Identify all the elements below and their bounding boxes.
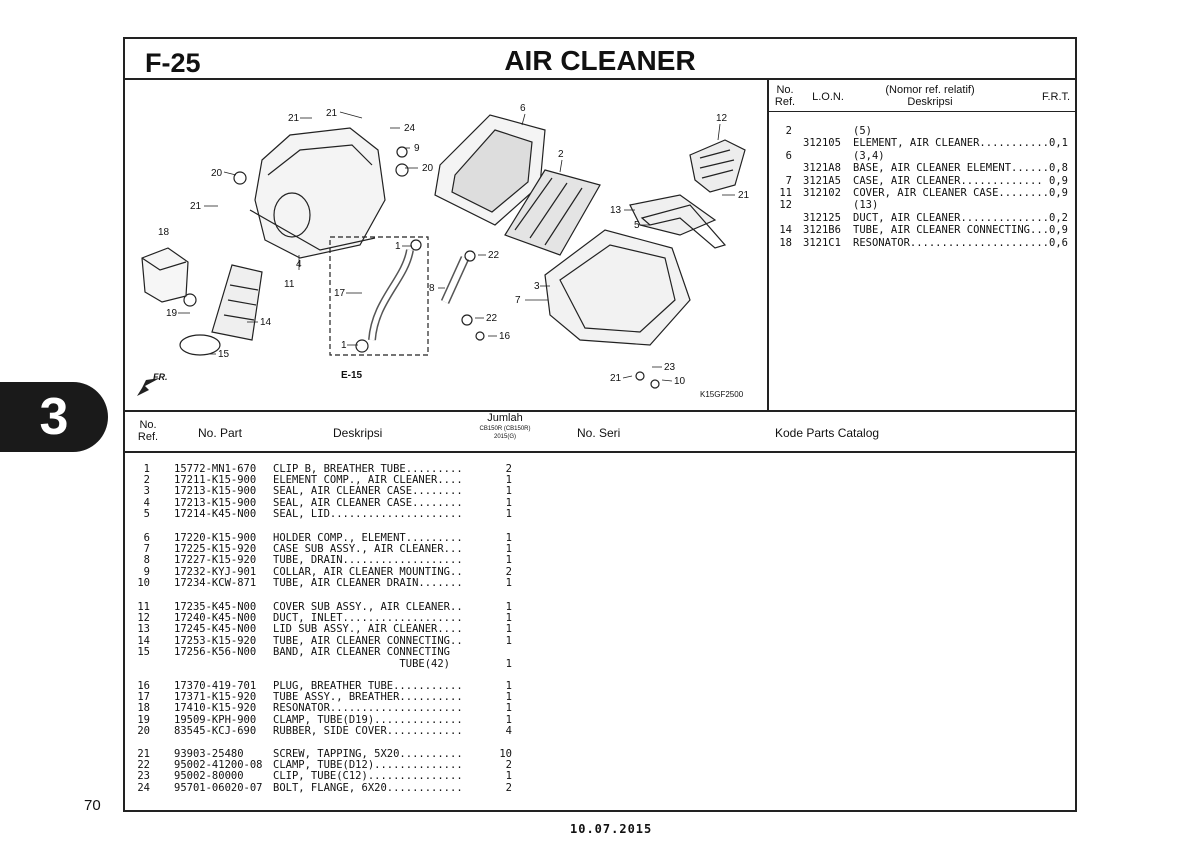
lon-cell-desc: ELEMENT, AIR CLEANER........... [853, 137, 1049, 150]
lon-header-lon: L.O.N. [812, 91, 844, 103]
part-cell-desc: SCREW, TAPPING, 5X20.......... [273, 748, 463, 760]
part-cell-qty: 1 [505, 680, 512, 692]
lon-cell-desc: BASE, AIR CLEANER ELEMENT...... [853, 162, 1049, 175]
part-cell-qty: 2 [505, 759, 512, 772]
part-cell-qty: 1 [505, 713, 512, 726]
callout-number: 21 [190, 201, 202, 212]
part-cell-desc: SEAL, AIR CLEANER CASE........ [273, 485, 463, 498]
part-cell-desc: TUBE, AIR CLEANER CONNECTING.. [273, 634, 463, 647]
part-cell-desc: PLUG, BREATHER TUBE........... [273, 680, 463, 692]
part-cell-ref: 18 [137, 702, 150, 715]
callout-number: 4 [296, 259, 302, 270]
part-cell-desc: BAND, AIR CLEANER CONNECTING TUBE(42) [273, 645, 451, 670]
part-cell-ref: 16 [137, 680, 150, 692]
callout-number: 21 [288, 113, 300, 124]
lon-cell-frt: 0,9 [1049, 187, 1068, 199]
part-cell-desc: COLLAR, AIR CLEANER MOUNTING.. [273, 565, 463, 578]
callout-number: 14 [260, 317, 272, 328]
part-cell-desc: TUBE, DRAIN................... [273, 554, 463, 567]
print-date: 10.07.2015 [570, 822, 653, 836]
part-cell-qty: 1 [505, 702, 512, 715]
part-cell-part: 17227-K15-920 [174, 554, 257, 567]
part-cell-part: 83545-KCJ-690 [174, 724, 257, 737]
callout-number: 3 [534, 281, 540, 292]
parts-header-jumlah: Jumlah [487, 412, 523, 424]
callout-number: 21 [610, 373, 622, 384]
callout-number: 13 [610, 205, 622, 216]
part-cell-qty: 1 [505, 623, 512, 636]
callout-number: 9 [414, 143, 420, 154]
part-cell-desc: ELEMENT COMP., AIR CLEANER.... [273, 474, 463, 487]
part-cell-desc: CLIP, TUBE(C12)............... [273, 770, 463, 783]
page-title: AIR CLEANER [504, 45, 696, 76]
part-cell-desc: SEAL, AIR CLEANER CASE........ [273, 496, 463, 509]
part-cell-ref: 15 [137, 645, 150, 658]
part-cell-desc: RESONATOR..................... [273, 702, 463, 715]
lon-cell-desc: (13) [853, 199, 879, 212]
part-cell-qty: 1 [505, 474, 512, 487]
callout-number: 23 [664, 362, 676, 373]
part-cell-qty: 1 [505, 576, 512, 589]
lon-cell-frt: 0,9 [1049, 174, 1068, 187]
chapter-tab: 3 [0, 382, 108, 452]
part-cell-desc: DUCT, INLET................... [273, 612, 463, 625]
part-cell-part: 17253-K15-920 [174, 634, 257, 647]
part-cell-ref: 5 [143, 507, 150, 520]
callout-number: 6 [520, 103, 526, 114]
part-cell-desc: COVER SUB ASSY., AIR CLEANER.. [273, 601, 463, 613]
part-cell-ref: 6 [143, 532, 150, 544]
part-cell-part: 17240-K45-N00 [174, 612, 257, 625]
part-cell-qty: 1 [505, 543, 512, 556]
part-cell-qty: 1 [505, 691, 512, 704]
lon-header-no-ref: No. Ref. [774, 84, 796, 108]
part-cell-ref: 23 [137, 770, 150, 783]
part-cell-part: 95002-80000 [174, 770, 244, 783]
part-cell-part: 95002-41200-08 [174, 759, 263, 772]
part-cell-ref: 24 [137, 781, 150, 794]
lon-header-deskripsi: (Nomor ref. relatif) Deskripsi [885, 84, 975, 108]
callout-number: 21 [326, 108, 338, 119]
part-cell-ref: 9 [143, 565, 150, 578]
parts-header-no-part: No. Part [198, 426, 243, 440]
callout-number: 22 [488, 250, 500, 261]
lon-cell-desc: DUCT, AIR CLEANER.............. [853, 211, 1049, 224]
part-cell-qty: 1 [505, 612, 512, 625]
part-cell-part: 17213-K15-900 [174, 496, 257, 509]
part-cell-ref: 1 [143, 463, 150, 475]
part-cell-qty: 10 [499, 748, 512, 760]
callout-number: 1 [341, 340, 347, 351]
part-cell-qty: 1 [505, 485, 512, 498]
lon-cell-lon: 312105 [803, 137, 841, 150]
part-cell-part: 17410-K15-920 [174, 702, 257, 715]
callout-number: 7 [515, 295, 521, 306]
lon-cell-frt: 0,6 [1049, 236, 1068, 249]
part-cell-part: 17235-K45-N00 [174, 601, 257, 613]
lon-cell-frt: 0,9 [1049, 224, 1068, 237]
lon-cell-frt: 0,2 [1049, 211, 1068, 224]
section-code: F-25 [145, 48, 201, 78]
part-cell-ref: 21 [137, 748, 150, 760]
part-cell-desc: SEAL, LID..................... [273, 507, 463, 520]
parts-header-model: CB150R (CB150R) 2015(G) [479, 426, 531, 440]
part-cell-qty: 4 [505, 724, 512, 737]
part-cell-ref: 2 [143, 474, 150, 487]
part-cell-desc: CASE SUB ASSY., AIR CLEANER... [273, 543, 463, 556]
lon-cell-ref: 6 [785, 149, 792, 162]
part-cell-ref: 8 [143, 554, 150, 567]
lon-cell-lon: 3121C1 [803, 236, 841, 249]
lon-cell-ref: 2 [785, 125, 792, 137]
callout-number: 5 [634, 220, 640, 231]
part-cell-ref: 7 [143, 543, 150, 556]
lon-cell-lon: 3121A8 [803, 162, 841, 175]
drawing-code: K15GF2500 [700, 390, 744, 399]
page-number: 70 [84, 797, 101, 814]
part-cell-qty: 1 [505, 532, 512, 544]
reference-label: E-15 [341, 370, 363, 381]
part-cell-desc: HOLDER COMP., ELEMENT......... [273, 532, 463, 544]
part-cell-desc: CLAMP, TUBE(D12).............. [273, 759, 463, 772]
lon-cell-ref: 7 [785, 174, 792, 187]
lon-cell-lon: 312102 [803, 187, 841, 199]
part-cell-ref: 17 [137, 691, 150, 704]
callout-number: 20 [422, 163, 434, 174]
part-cell-qty: 1 [505, 496, 512, 509]
part-cell-qty: 2 [505, 781, 512, 794]
lon-cell-desc: CASE, AIR CLEANER............. [853, 174, 1043, 187]
lon-cell-desc: COVER, AIR CLEANER CASE........ [853, 187, 1049, 199]
part-cell-part: 17225-K15-920 [174, 543, 257, 556]
callout-number: 19 [166, 308, 178, 319]
part-cell-qty: 1 [505, 554, 512, 567]
callout-number: 17 [334, 288, 346, 299]
part-cell-part: 95701-06020-07 [174, 781, 263, 794]
callout-number: 12 [716, 113, 728, 124]
parts-header-deskripsi: Deskripsi [333, 426, 383, 440]
lon-cell-ref: 14 [779, 224, 792, 237]
parts-header-kode: Kode Parts Catalog [775, 426, 880, 440]
callout-number: 21 [738, 190, 750, 201]
callout-number: 20 [211, 168, 223, 179]
callout-number: 2 [558, 149, 564, 160]
part-cell-part: 17213-K15-900 [174, 485, 257, 498]
parts-header-no-ref: No. Ref. [137, 419, 159, 443]
part-cell-ref: 3 [143, 485, 150, 498]
part-cell-part: 17220-K15-900 [174, 532, 257, 544]
callout-number: 18 [158, 227, 170, 238]
lon-cell-frt: 0,1 [1049, 137, 1068, 150]
part-cell-ref: 19 [137, 713, 150, 726]
lon-cell-desc: (5) [853, 125, 872, 137]
part-cell-qty: 1 [505, 601, 512, 613]
part-cell-part: 17232-KYJ-901 [174, 565, 257, 578]
part-cell-ref: 11 [137, 601, 150, 613]
part-cell-desc: TUBE ASSY., BREATHER.......... [273, 691, 463, 704]
lon-cell-desc: RESONATOR...................... [853, 236, 1049, 249]
lon-cell-ref: 11 [779, 187, 792, 199]
part-cell-ref: 4 [143, 496, 150, 509]
part-cell-qty: 1 [505, 634, 512, 647]
part-cell-part: 17371-K15-920 [174, 691, 257, 704]
lon-cell-ref: 18 [779, 236, 792, 249]
part-cell-qty: 2 [505, 565, 512, 578]
part-cell-desc: TUBE, AIR CLEANER DRAIN....... [273, 576, 463, 589]
callout-number: 22 [486, 313, 498, 324]
direction-label: FR. [153, 372, 168, 382]
lon-cell-lon: 3121B6 [803, 224, 841, 237]
part-cell-ref: 10 [137, 576, 150, 589]
part-cell-ref: 20 [137, 724, 150, 737]
part-cell-ref: 14 [137, 634, 150, 647]
part-cell-qty: 1 [505, 770, 512, 783]
part-cell-desc: CLAMP, TUBE(D19).............. [273, 713, 463, 726]
part-cell-part: 17370-419-701 [174, 680, 257, 692]
part-cell-qty: 1 [505, 507, 512, 520]
part-cell-part: 93903-25480 [174, 748, 244, 760]
part-cell-ref: 12 [137, 612, 150, 625]
part-cell-part: 17214-K45-N00 [174, 507, 257, 520]
part-cell-part: 17256-K56-N00 [174, 645, 257, 658]
callout-number: 11 [284, 279, 295, 290]
callout-number: 10 [674, 376, 686, 387]
lon-cell-ref: 12 [779, 199, 792, 212]
part-cell-desc: RUBBER, SIDE COVER............ [273, 724, 463, 737]
lon-cell-lon: 312125 [803, 211, 841, 224]
callout-number: 1 [395, 241, 401, 252]
callout-number: 16 [499, 331, 511, 342]
part-cell-part: 17245-K45-N00 [174, 623, 257, 636]
lon-cell-frt: 0,8 [1049, 162, 1068, 175]
part-cell-desc: CLIP B, BREATHER TUBE......... [273, 463, 463, 475]
part-cell-ref: 13 [137, 623, 150, 636]
part-cell-part: 15772-MN1-670 [174, 463, 257, 475]
callout-number: 24 [404, 123, 416, 134]
part-cell-part: 17211-K15-900 [174, 474, 257, 487]
callout-number: 15 [218, 349, 230, 360]
callout-number: 8 [429, 283, 435, 294]
part-cell-qty: 2 [505, 463, 512, 475]
part-cell-part: 17234-KCW-871 [174, 576, 257, 589]
lon-cell-lon: 3121A5 [803, 174, 841, 187]
part-cell-ref: 22 [137, 759, 150, 772]
part-cell-desc: BOLT, FLANGE, 6X20............ [273, 781, 463, 794]
lon-header-frt: F.R.T. [1041, 91, 1071, 103]
part-cell-qty: 1 [505, 657, 512, 670]
part-cell-part: 19509-KPH-900 [174, 713, 257, 726]
part-cell-desc: LID SUB ASSY., AIR CLEANER.... [273, 623, 463, 636]
lon-cell-desc: TUBE, AIR CLEANER CONNECTING... [853, 224, 1049, 237]
lon-cell-desc: (3,4) [853, 149, 885, 162]
parts-header-no-seri: No. Seri [577, 426, 621, 440]
